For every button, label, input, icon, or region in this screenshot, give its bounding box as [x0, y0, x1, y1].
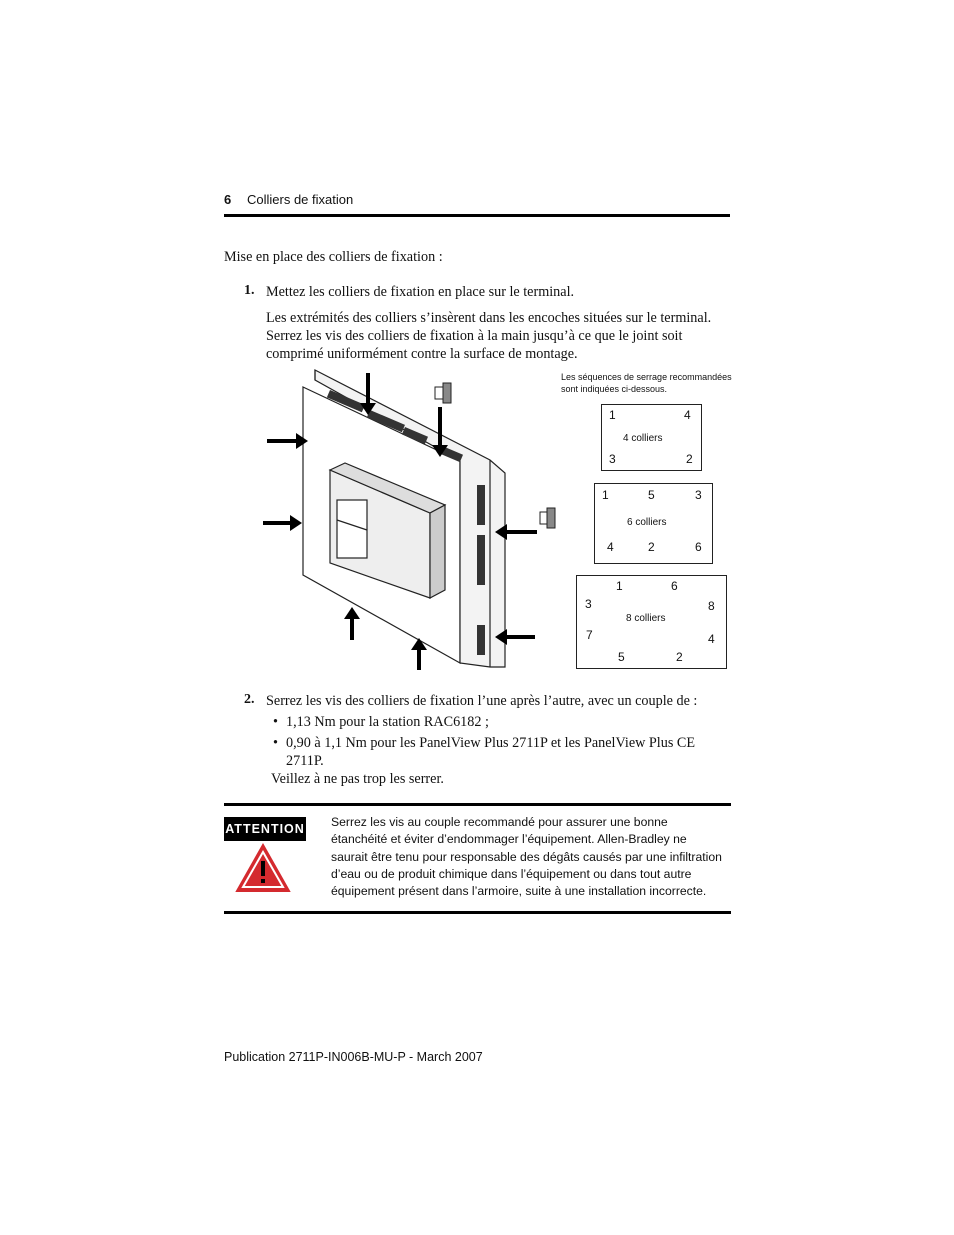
- seq4-bottom-left: 3: [609, 452, 616, 466]
- seq4-bottom-right: 2: [686, 452, 693, 466]
- attention-bottom-rule: [224, 911, 731, 914]
- bullet-2-text: 0,90 à 1,1 Nm pour les PanelView Plus 2711P et les PanelView Plus CE 2711P.: [286, 735, 696, 769]
- section-title: Colliers de fixation: [247, 192, 354, 207]
- step-1-paragraph: Les extrémités des colliers s’insèrent dans les encoches situées sur le terminal. Serrez les vis des colliers de fixation à la main jusqu’à ce que le joint soit comprimé uniformément contre la surface de montage.: [266, 310, 712, 362]
- seq8-left-2: 7: [586, 628, 593, 642]
- seq8-left-1: 3: [585, 597, 592, 611]
- attention-top-rule: [224, 803, 731, 806]
- sequence-4-box: [601, 404, 703, 472]
- step-2-number: 2.: [244, 692, 255, 707]
- sequence-6-box: [594, 483, 714, 565]
- sequence-8-box: [576, 575, 728, 670]
- seq8-right-2: 4: [708, 632, 715, 646]
- bullet-1-marker: •: [273, 714, 278, 730]
- attention-badge: ATTENTION: [224, 817, 306, 841]
- seq8-bottom-1: 5: [618, 650, 625, 664]
- header-rule: [224, 214, 730, 217]
- tighten-warning: Veillez à ne pas trop les serrer.: [271, 771, 444, 787]
- page-number: 6: [224, 192, 232, 207]
- bullet-2-marker: •: [273, 735, 278, 751]
- step-1-number: 1.: [244, 283, 255, 298]
- seq8-top-1: 1: [616, 579, 623, 593]
- seq6-top-3: 3: [695, 488, 702, 502]
- seq8-right-1: 8: [708, 599, 715, 613]
- step-2-text: Serrez les vis des colliers de fixation l’une après l’autre, avec un couple de :: [266, 693, 698, 709]
- warning-triangle-icon: [235, 842, 291, 894]
- seq8-bottom-2: 2: [676, 650, 683, 664]
- seq6-top-1: 1: [602, 488, 609, 502]
- intro-text: Mise en place des colliers de fixation :: [224, 249, 443, 265]
- seq6-bottom-3: 6: [695, 540, 702, 554]
- seq6-label: 6 colliers: [627, 517, 667, 528]
- seq8-label: 8 colliers: [626, 613, 666, 624]
- seq4-label: 4 colliers: [623, 433, 663, 444]
- seq4-top-right: 4: [684, 408, 691, 422]
- seq6-bottom-1: 4: [607, 540, 614, 554]
- seq6-bottom-2: 2: [648, 540, 655, 554]
- bullet-1-text: 1,13 Nm pour la station RAC6182 ;: [286, 714, 489, 730]
- terminal-illustration: [303, 370, 505, 667]
- seq8-top-2: 6: [671, 579, 678, 593]
- publication-footer: Publication 2711P-IN006B-MU-P - March 2007: [224, 1050, 483, 1064]
- seq6-top-2: 5: [648, 488, 655, 502]
- sequence-note: Les séquences de serrage recommandées sont indiquées ci-dessous.: [561, 372, 732, 394]
- seq4-top-left: 1: [609, 408, 616, 422]
- attention-text: Serrez les vis au couple recommandé pour assurer une bonne étanchéité et éviter d’endommager l’équipement. Allen-Bradley ne saurait être tenu pour responsable des dégâts causés par une infiltration d’eau ou de produit chimique dans l’équipement ou dans tout autre équipement présent dans l’armoire, suite à une installation incorrecte.: [331, 815, 722, 899]
- step-1-title: Mettez les colliers de fixation en place sur le terminal.: [266, 284, 575, 300]
